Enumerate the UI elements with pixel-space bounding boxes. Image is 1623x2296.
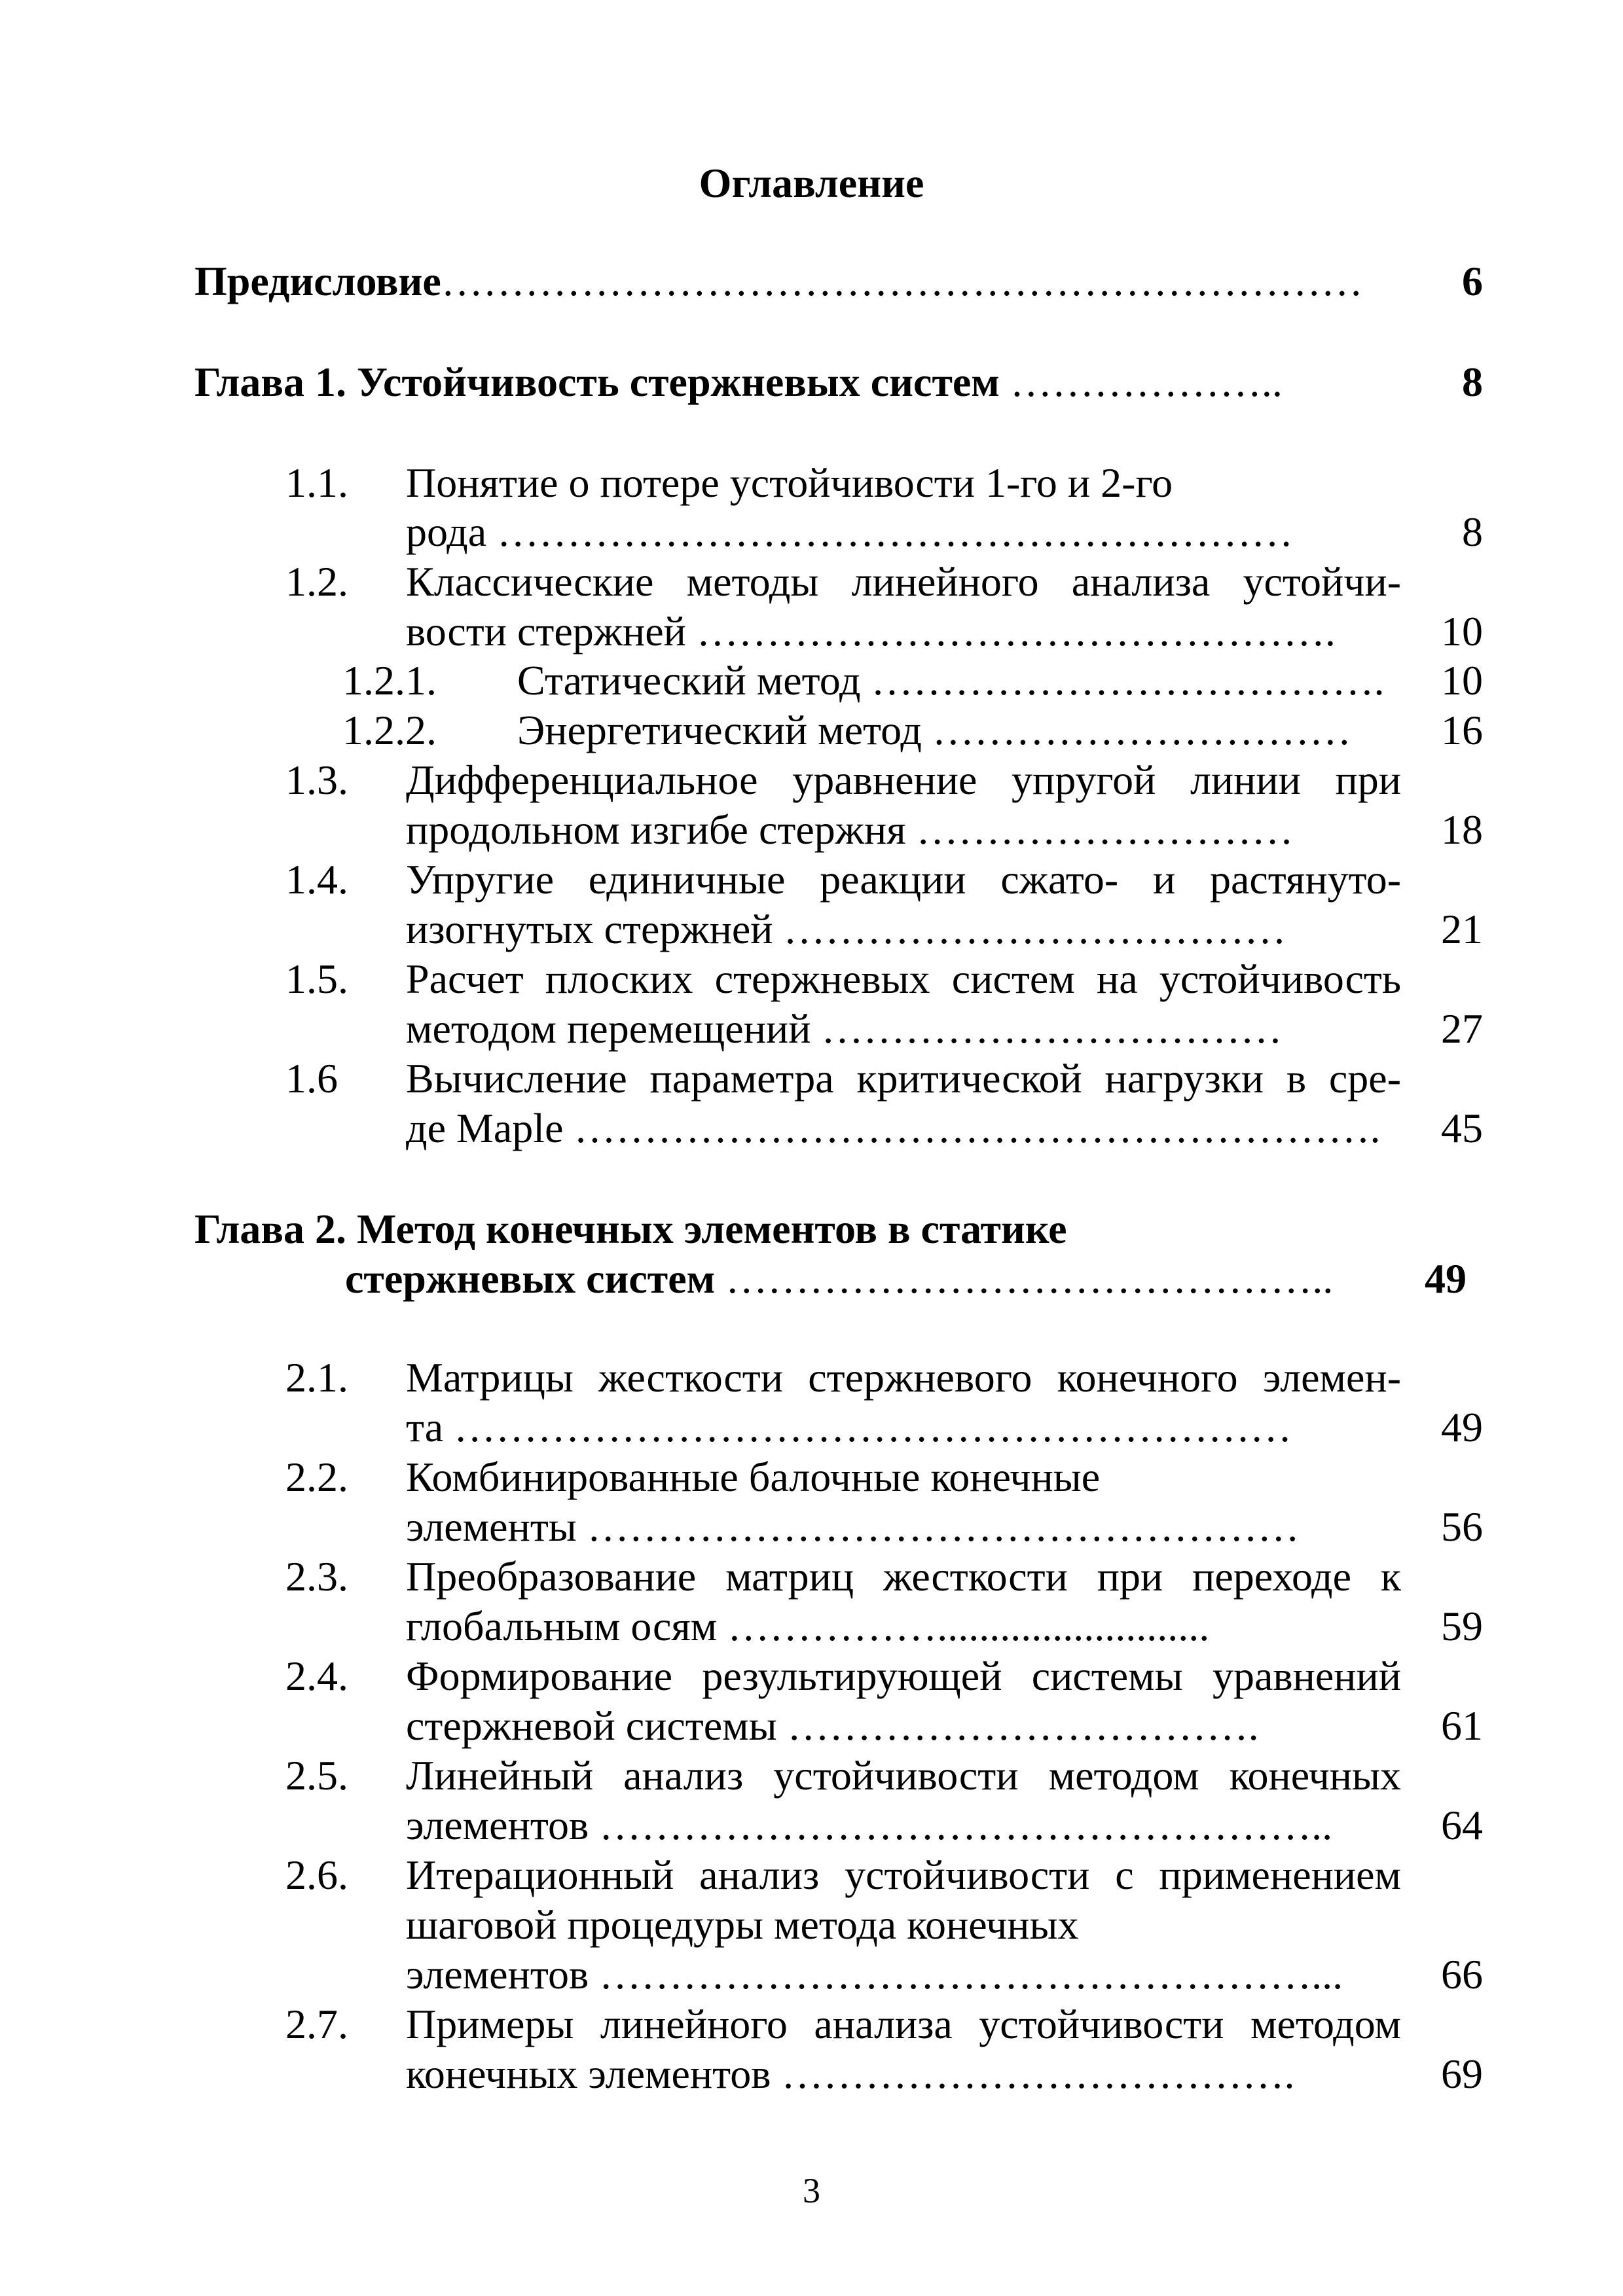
leader-dots: ………………………………………………………… (441, 258, 1363, 304)
toc-entry-1-6[interactable]: Вычисление параметра критической нагрузки в сре- (406, 1055, 1401, 1102)
page-number: 66 (1441, 1951, 1483, 1998)
page-number: 27 (1441, 1005, 1483, 1052)
toc-entry-2-3-cont[interactable]: глобальным осям …………….......................... (406, 1603, 1210, 1649)
toc-entry-chapter-2[interactable]: Глава 2. Метод конечных элементов в статике (194, 1206, 1067, 1252)
toc-entry-preface[interactable] (194, 260, 1363, 302)
toc-entry-1-1-cont[interactable]: рода ………………………………………………… (406, 509, 1294, 555)
page-number: 64 (1441, 1802, 1483, 1848)
section-number: 1.2. (285, 558, 348, 605)
toc-entry-2-5-cont[interactable]: элементов …………………………………………….. (406, 1802, 1333, 1848)
toc-entry-2-6-cont2[interactable]: элементов ……………………………………………... (406, 1951, 1343, 1998)
leader-dots: …………………………………………………. (563, 1105, 1381, 1151)
section-number: 1.5. (285, 956, 348, 1002)
section-number: 1.4. (285, 856, 348, 903)
toc-entry-1-5-cont[interactable]: методом перемещений …………………………… (406, 1005, 1283, 1052)
toc-title: Оглавление (699, 160, 924, 206)
leader-dots: ………………………………………………… (486, 509, 1294, 555)
toc-entry-1-3[interactable]: Дифференциальное уравнение упругой линии при (406, 757, 1401, 803)
toc-entry-1-4-cont[interactable]: изогнутых стержней ……………………………… (406, 906, 1286, 952)
toc-entry-1-6-cont[interactable]: де Maple …………………………………………………. (406, 1105, 1381, 1151)
leader-dots: ……………………………. (776, 1702, 1259, 1749)
toc-entry-1-2[interactable]: Классические методы линейного анализа устойчи- (406, 558, 1401, 605)
leader-dots: ………………………………. (860, 657, 1385, 704)
entry-label: Глава 1. Устойчивость стержневых систем (194, 359, 1000, 405)
section-number: 2.3. (285, 1553, 348, 1600)
leader-dots: …………………………… (811, 1005, 1283, 1052)
leader-dots: …………….......................... (717, 1603, 1210, 1649)
leader-dots: ……………….. (999, 359, 1283, 405)
leader-dots: ………………………… (921, 707, 1351, 753)
page-number: 16 (1441, 707, 1483, 753)
toc-entry-2-3[interactable]: Преобразование матриц жесткости при переходе к (406, 1553, 1401, 1600)
page-number: 45 (1441, 1105, 1483, 1151)
section-number: 1.3. (285, 757, 348, 803)
leader-dots: ………………………………………. (685, 608, 1336, 655)
section-number: 2.1. (285, 1354, 348, 1401)
toc-entry-2-6-cont[interactable]: шаговой процедуры метода конечных (406, 1901, 1079, 1948)
page-number: 49 (1425, 1255, 1467, 1302)
page-footer-number: 3 (803, 2171, 820, 2210)
toc-entry-1-3-cont[interactable]: продольном изгибе стержня ……………………… (406, 806, 1294, 853)
toc-entry-chapter-2-cont[interactable]: стержневых систем …………………………………….. (345, 1255, 1334, 1302)
page-number: 10 (1441, 657, 1483, 704)
toc-entry-2-2-cont[interactable]: элементы …………………………………………… (406, 1503, 1300, 1550)
toc-entry-1-2-2[interactable]: Энергетический метод ………………………… (517, 707, 1351, 753)
section-number: 2.2. (285, 1454, 348, 1500)
toc-entry-2-1[interactable]: Матрицы жесткости стержневого конечного элемен- (406, 1354, 1401, 1401)
toc-entry-1-1[interactable]: Понятие о потере устойчивости 1-го и 2-го (406, 459, 1173, 506)
leader-dots: …………………………………………….. (589, 1802, 1333, 1848)
toc-entry-chapter-1[interactable] (194, 361, 1283, 403)
leader-dots: …………………………………….. (715, 1255, 1334, 1302)
page-number: 69 (1441, 2051, 1483, 2097)
toc-entry-1-2-cont[interactable]: вости стержней ………………………………………. (406, 608, 1336, 655)
toc-entry-1-4[interactable]: Упругие единичные реакции сжато- и растянуто- (406, 856, 1401, 903)
page-number: 61 (1441, 1702, 1483, 1749)
toc-entry-2-4[interactable]: Формирование результирующей системы уравнений (406, 1653, 1401, 1699)
page-number: 49 (1441, 1404, 1483, 1450)
section-number: 2.6. (285, 1852, 348, 1898)
page-number: 18 (1441, 806, 1483, 853)
toc-entry-2-2[interactable]: Комбинированные балочные конечные (406, 1454, 1101, 1500)
toc-entry-1-2-1[interactable]: Статический метод ………………………………. (517, 657, 1385, 704)
page-number: 56 (1441, 1503, 1483, 1550)
toc-entry-2-4-cont[interactable]: стержневой системы ……………………………. (406, 1702, 1259, 1749)
section-number: 2.4. (285, 1653, 348, 1699)
page-number: 10 (1441, 608, 1483, 655)
section-number: 2.7. (285, 2001, 348, 2047)
leader-dots: …………………………………………………… (443, 1404, 1292, 1450)
section-number: 1.2.2. (342, 707, 437, 753)
page-number: 8 (1462, 359, 1483, 405)
page-number: 59 (1441, 1603, 1483, 1649)
section-number: 1.6 (285, 1055, 338, 1102)
leader-dots: …………………………………………… (576, 1503, 1300, 1550)
toc-entry-2-7[interactable]: Примеры линейного анализа устойчивости методом (406, 2001, 1401, 2047)
page-number: 8 (1462, 509, 1483, 555)
leader-dots: ……………………………………………... (589, 1951, 1343, 1998)
toc-entry-2-6[interactable]: Итерационный анализ устойчивости с применением (406, 1852, 1401, 1898)
leader-dots: ………………………………. (771, 2051, 1295, 2097)
leader-dots: ……………………………… (773, 906, 1286, 952)
page-number: 21 (1441, 906, 1483, 952)
toc-entry-2-5[interactable]: Линейный анализ устойчивости методом конечных (406, 1752, 1401, 1799)
toc-entry-2-1-cont[interactable]: та …………………………………………………… (406, 1404, 1292, 1450)
section-number: 2.5. (285, 1752, 348, 1799)
leader-dots: ……………………… (905, 806, 1294, 853)
toc-entry-1-5[interactable]: Расчет плоских стержневых систем на устойчивость (406, 956, 1401, 1002)
toc-entry-2-7-cont[interactable]: конечных элементов ………………………………. (406, 2051, 1295, 2097)
page-number: 6 (1462, 258, 1483, 304)
section-number: 1.1. (285, 459, 348, 506)
section-number: 1.2.1. (342, 657, 437, 704)
entry-label: Предисловие (194, 258, 441, 304)
